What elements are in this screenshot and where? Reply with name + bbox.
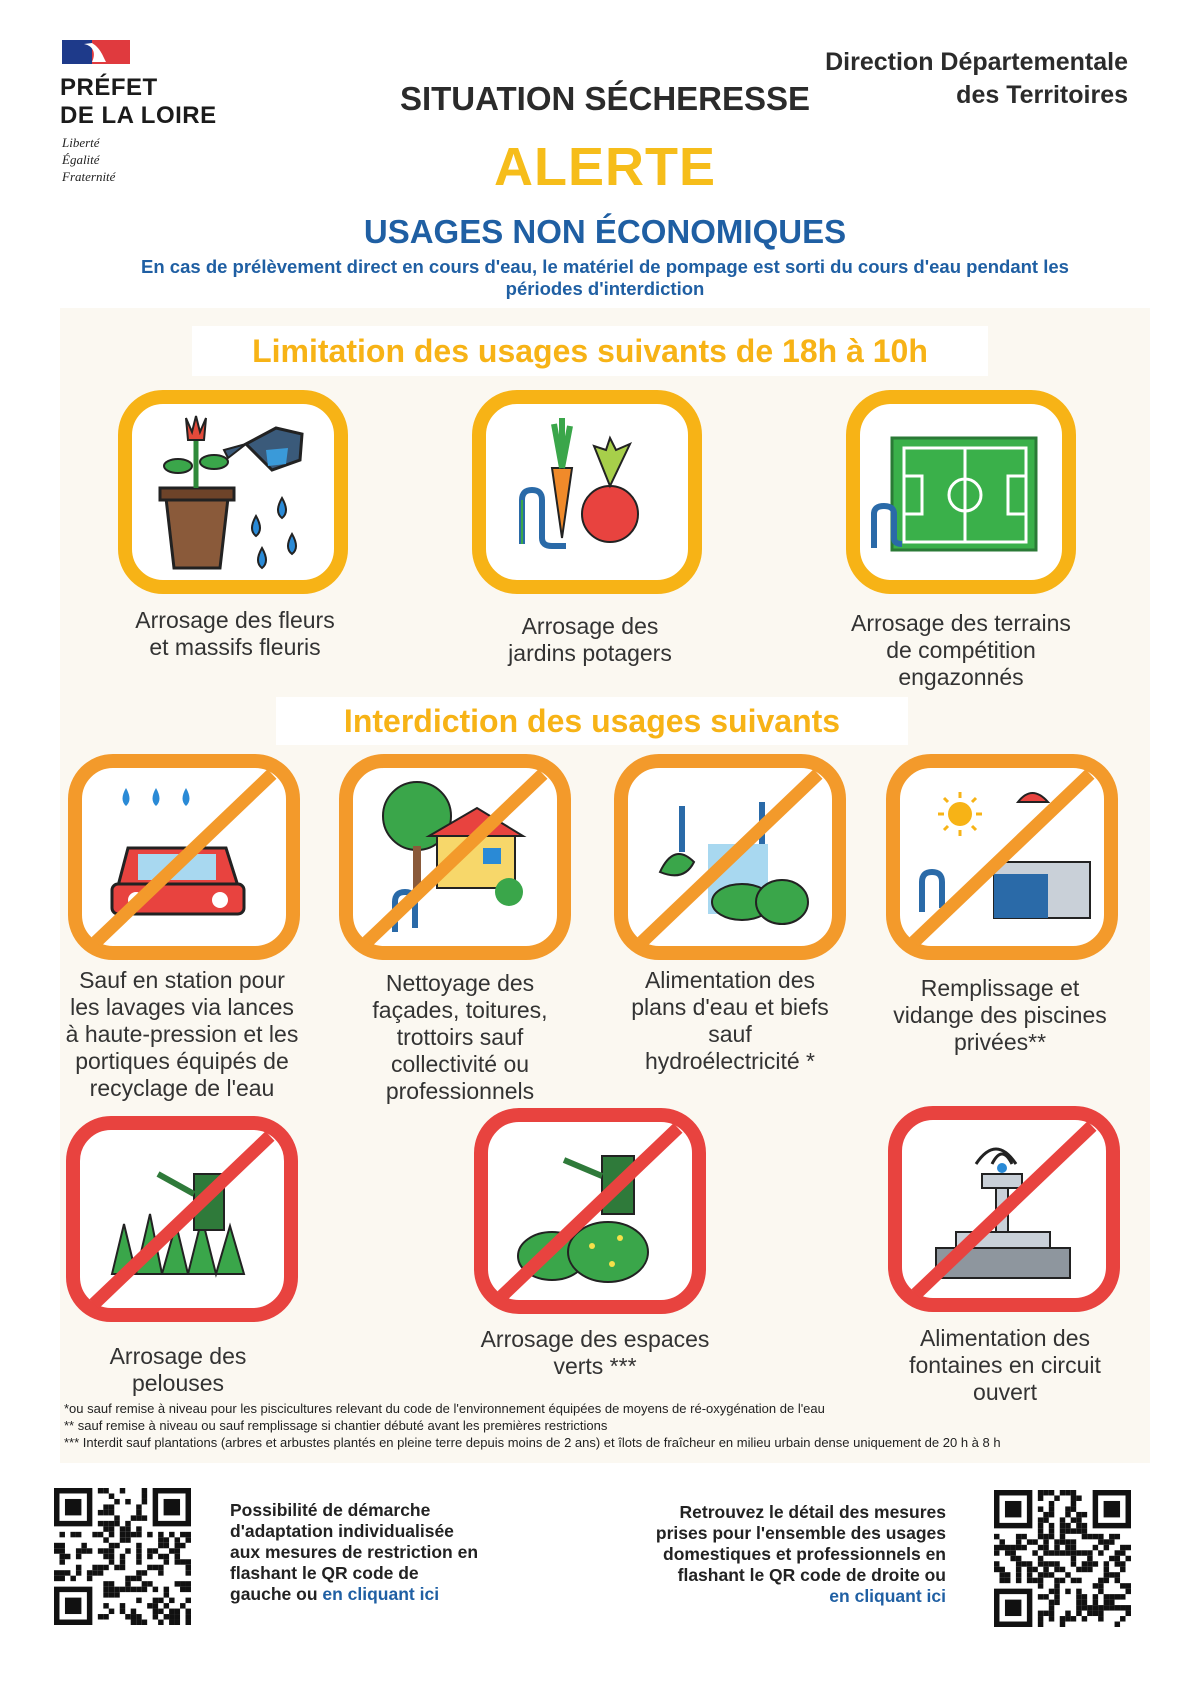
motto-liberte: Liberté bbox=[62, 135, 100, 150]
caption-line: Arrosage des terrains bbox=[851, 610, 1071, 636]
pumping-notice-line2: périodes d'interdiction bbox=[505, 278, 705, 299]
swimming-pool-icon bbox=[884, 752, 1120, 962]
flower-pot-watering-can-icon bbox=[116, 388, 350, 596]
qr-right-link[interactable]: en cliquant ici bbox=[829, 1586, 946, 1606]
lawn-watering-icon bbox=[64, 1114, 300, 1324]
footnote-2: ** sauf remise à niveau ou sauf remplissage si chantier débuté avant les premières restrictions bbox=[64, 1418, 608, 1433]
section-title: USAGES NON ÉCONOMIQUES bbox=[363, 213, 847, 250]
caption-line: de compétition bbox=[886, 637, 1036, 663]
pond-icon bbox=[612, 752, 848, 962]
caption-line: engazonnés bbox=[898, 664, 1024, 690]
caption-line: Alimentation des bbox=[919, 1325, 1091, 1351]
caption-line: Arrosage des bbox=[521, 613, 659, 639]
footnote-1: *ou sauf remise à niveau pour les piscicultures relevant du code de l'environnement équipées de moyens de ré-oxygénation de l'eau bbox=[64, 1401, 825, 1416]
caption-line: Arrosage des bbox=[109, 1343, 247, 1369]
qr-left-line: gauche ou bbox=[230, 1584, 323, 1604]
sports-field-icon bbox=[844, 388, 1078, 596]
caption-pelouses bbox=[48, 1343, 308, 1397]
caption-line: pelouses bbox=[131, 1370, 225, 1396]
caption-line: et massifs fleuris bbox=[149, 634, 321, 660]
qr-left-line: d'adaptation individualisée bbox=[230, 1521, 454, 1541]
situation-title: SITUATION SÉCHERESSE bbox=[399, 80, 811, 117]
caption-line: Nettoyage des bbox=[385, 970, 535, 996]
caption-line: sauf bbox=[708, 1021, 752, 1047]
caption-fontaines bbox=[870, 1325, 1140, 1406]
green-spaces-watering-icon bbox=[472, 1106, 708, 1316]
caption-line: Sauf en station pour bbox=[79, 967, 285, 993]
motto-fraternite: Fraternité bbox=[62, 169, 116, 184]
caption-line: Arrosage des espaces bbox=[480, 1326, 710, 1352]
caption-espaces-verts bbox=[450, 1326, 740, 1380]
caption-line: ouvert bbox=[973, 1379, 1037, 1405]
footnote-3: *** Interdit sauf plantations (arbres et arbustes plantés en pleine terre depuis moins de 2 ans) et îlots de fraîcheur en milieu urbain dense uniquement de 20 h à 8 h bbox=[64, 1435, 1001, 1450]
interdiction-banner: Interdiction des usages suivants bbox=[276, 697, 908, 745]
car-wash-icon bbox=[66, 752, 302, 962]
caption-line: professionnels bbox=[385, 1078, 535, 1104]
qr-right-text bbox=[610, 1502, 946, 1607]
qr-left-text bbox=[230, 1500, 530, 1605]
caption-terrains bbox=[816, 610, 1106, 691]
caption-line: façades, toitures, bbox=[372, 997, 548, 1023]
qr-code-right[interactable] bbox=[994, 1490, 1131, 1627]
vegetable-garden-icon bbox=[470, 388, 704, 596]
ddt-line2: des Territoires bbox=[956, 81, 1128, 109]
caption-piscines bbox=[870, 975, 1130, 1056]
caption-line: les lavages via lances bbox=[70, 994, 294, 1020]
caption-line: hydroélectricité * bbox=[644, 1048, 816, 1074]
caption-line: fontaines en circuit bbox=[909, 1352, 1101, 1378]
caption-lavage bbox=[52, 967, 312, 1102]
qr-left-link[interactable]: en cliquant ici bbox=[322, 1584, 440, 1604]
pumping-notice bbox=[80, 256, 1130, 300]
fountain-icon bbox=[886, 1104, 1122, 1314]
caption-line: vidange des piscines bbox=[893, 1002, 1107, 1028]
marianne-logo bbox=[62, 40, 130, 64]
caption-plans-eau bbox=[600, 967, 860, 1075]
house-cleaning-icon bbox=[337, 752, 573, 962]
caption-line: Alimentation des bbox=[644, 967, 816, 993]
caption-line: portiques équipés de bbox=[75, 1048, 289, 1074]
footnotes bbox=[64, 1400, 1164, 1451]
qr-right-line: domestiques et professionnels en bbox=[663, 1544, 946, 1564]
qr-left-line: Possibilité de démarche bbox=[230, 1500, 431, 1520]
ddt-line1: Direction Départementale bbox=[825, 48, 1128, 76]
caption-potagers bbox=[445, 613, 735, 667]
caption-line: jardins potagers bbox=[508, 640, 672, 666]
qr-right-line: prises pour l'ensemble des usages bbox=[655, 1523, 946, 1543]
pumping-notice-line1: En cas de prélèvement direct en cours d'eau, le matériel de pompage est sorti du cours d'eau pendant les bbox=[141, 256, 1069, 277]
caption-nettoyage bbox=[330, 970, 590, 1105]
caption-line: recyclage de l'eau bbox=[89, 1075, 275, 1101]
alert-level: ALERTE bbox=[494, 137, 716, 197]
qr-left-line: flashant le QR code de bbox=[230, 1563, 419, 1583]
caption-line: trottoirs sauf bbox=[396, 1024, 524, 1050]
caption-line: Remplissage et bbox=[920, 975, 1080, 1001]
prefet-line2: DE LA LOIRE bbox=[60, 102, 217, 129]
prefet-line1: PRÉFET bbox=[60, 74, 158, 101]
qr-right-line: Retrouvez le détail des mesures bbox=[679, 1502, 946, 1522]
limitation-banner: Limitation des usages suivants de 18h à 10h bbox=[192, 326, 988, 376]
qr-right-line: flashant le QR code de droite ou bbox=[677, 1565, 946, 1585]
caption-line: collectivité ou bbox=[390, 1051, 530, 1077]
caption-fleurs bbox=[90, 607, 380, 661]
qr-code-left[interactable] bbox=[54, 1488, 191, 1625]
caption-line: privées** bbox=[953, 1029, 1047, 1055]
caption-line: plans d'eau et biefs bbox=[631, 994, 829, 1020]
motto-egalite: Égalité bbox=[62, 152, 100, 167]
qr-left-line: aux mesures de restriction en bbox=[230, 1542, 479, 1562]
caption-line: verts *** bbox=[553, 1353, 637, 1379]
caption-line: Arrosage des fleurs bbox=[135, 607, 335, 633]
caption-line: à haute-pression et les bbox=[65, 1021, 299, 1047]
